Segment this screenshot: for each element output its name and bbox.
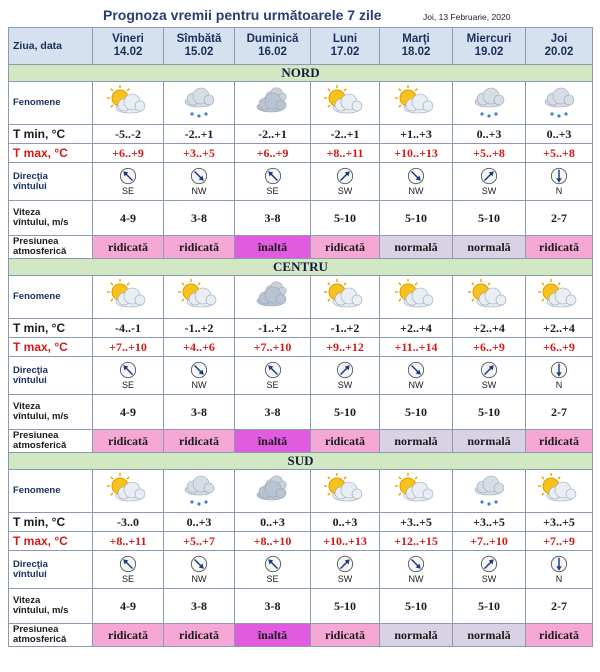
wind-speed-cell: 5-10 <box>453 201 526 236</box>
pressure-cell: ridicată <box>164 624 235 647</box>
tmin-row <box>9 513 593 532</box>
wind-se-icon <box>264 167 282 185</box>
region-row <box>9 453 593 470</box>
weather-cell <box>164 470 235 513</box>
tmin-label: T min, °C <box>9 319 93 338</box>
wind-se-icon <box>119 555 137 573</box>
wind-speed-cell: 3-8 <box>164 201 235 236</box>
weather-label: Fenomene <box>9 82 93 125</box>
tmax-row <box>9 338 593 357</box>
wind-speed-row <box>9 395 593 430</box>
snow-cloud-icon <box>174 473 224 509</box>
wind-nw-icon <box>407 555 425 573</box>
wind-direction-text: N <box>555 574 563 584</box>
wind-speed-label-line: vîntului, m/s <box>13 605 69 616</box>
wind-direction-label-line: Direcţia <box>13 558 48 570</box>
tmax-label: T max, °C <box>9 338 93 357</box>
tmax-cell: +7..+10 <box>453 532 526 551</box>
day-name: Luni <box>332 33 358 45</box>
wind-speed-cell: 5-10 <box>311 201 380 236</box>
tmin-cell: +2..+4 <box>453 319 526 338</box>
pressure-label-line: atmosferică <box>13 440 67 451</box>
weather-row <box>9 276 593 319</box>
pressure-label-line: atmosferică <box>13 634 67 645</box>
tmin-cell: 0..+3 <box>311 513 380 532</box>
wind-sw-icon <box>480 555 498 573</box>
pressure-cell: ridicată <box>311 236 380 259</box>
pressure-cell: normală <box>380 624 453 647</box>
wind-direction-text: NW <box>408 574 424 584</box>
wind-direction-cell <box>164 551 235 589</box>
tmax-cell: +9..+12 <box>311 338 380 357</box>
day-date: 14.02 <box>113 46 143 58</box>
tmin-cell: -1..+2 <box>164 319 235 338</box>
sun-cloud-icon <box>103 473 153 509</box>
weather-cell <box>311 470 380 513</box>
wind-sw-icon <box>336 555 354 573</box>
day-header <box>235 28 311 65</box>
wind-sw-icon <box>336 361 354 379</box>
wind-nw-icon <box>190 555 208 573</box>
wind-speed-cell: 3-8 <box>235 201 311 236</box>
pressure-cell: ridicată <box>311 624 380 647</box>
wind-speed-cell: 4-9 <box>93 395 164 430</box>
wind-direction-cell <box>380 551 453 589</box>
weather-cell <box>526 82 593 125</box>
pressure-cell: ridicată <box>164 236 235 259</box>
wind-direction-text: NW <box>191 186 207 196</box>
wind-direction-text: SW <box>481 380 497 390</box>
tmin-cell: +2..+4 <box>526 319 593 338</box>
tmin-cell: +3..+5 <box>380 513 453 532</box>
tmin-cell: +2..+4 <box>380 319 453 338</box>
wind-direction-cell <box>235 357 311 395</box>
day-date: 18.02 <box>401 46 431 58</box>
tmin-cell: -5..-2 <box>93 125 164 144</box>
wind-se-icon <box>264 361 282 379</box>
snow-cloud-icon <box>464 473 514 509</box>
weather-cell <box>164 82 235 125</box>
header-row <box>9 28 593 65</box>
day-header <box>164 28 235 65</box>
wind-speed-cell: 2-7 <box>526 395 593 430</box>
tmin-cell: +1..+3 <box>380 125 453 144</box>
wind-direction-text: NW <box>191 574 207 584</box>
day-date: 15.02 <box>184 46 214 58</box>
day-header <box>380 28 453 65</box>
pressure-cell: ridicată <box>93 430 164 453</box>
wind-direction-text: NW <box>408 186 424 196</box>
wind-direction-cell <box>164 357 235 395</box>
tmax-cell: +6..+9 <box>93 144 164 163</box>
weather-cell <box>380 470 453 513</box>
weather-row <box>9 470 593 513</box>
day-date: 19.02 <box>474 46 504 58</box>
pressure-label-line: Presiunea <box>13 430 59 441</box>
pressure-cell: înaltă <box>235 624 311 647</box>
wind-direction-cell <box>526 163 593 201</box>
tmax-cell: +10..+13 <box>380 144 453 163</box>
weather-cell <box>164 276 235 319</box>
wind-speed-cell: 5-10 <box>453 589 526 624</box>
day-date: 20.02 <box>544 46 574 58</box>
wind-direction-label-line: vîntului <box>13 180 47 192</box>
day-header <box>453 28 526 65</box>
tmin-cell: 0..+3 <box>164 513 235 532</box>
weather-cell <box>311 82 380 125</box>
wind-direction-cell <box>453 163 526 201</box>
wind-speed-label <box>9 589 93 624</box>
wind-direction-text: SE <box>121 186 134 196</box>
wind-speed-cell: 2-7 <box>526 589 593 624</box>
pressure-cell: normală <box>453 236 526 259</box>
sun-cloud-icon <box>391 279 441 315</box>
weather-cell <box>93 470 164 513</box>
tmax-label: T max, °C <box>9 532 93 551</box>
day-header <box>526 28 593 65</box>
tmin-cell: -3..0 <box>93 513 164 532</box>
weather-label: Fenomene <box>9 470 93 513</box>
tmax-cell: +7..+10 <box>235 338 311 357</box>
pressure-row <box>9 236 593 259</box>
wind-speed-cell: 3-8 <box>235 395 311 430</box>
pressure-label <box>9 236 93 259</box>
weather-cell <box>235 82 311 125</box>
pressure-cell: înaltă <box>235 236 311 259</box>
day-name: Vineri <box>112 33 144 45</box>
wind-direction-label-line: vîntului <box>13 568 47 580</box>
tmax-cell: +4..+6 <box>164 338 235 357</box>
day-date: 16.02 <box>258 46 287 58</box>
wind-direction-cell <box>311 163 380 201</box>
wind-n-icon <box>550 361 568 379</box>
wind-speed-label-line: Viteza <box>13 207 41 218</box>
wind-direction-label-line: Direcţia <box>13 364 48 376</box>
tmax-cell: +7..+9 <box>526 532 593 551</box>
forecast-table <box>8 27 593 647</box>
day-name: Joi <box>550 33 568 45</box>
wind-speed-cell: 5-10 <box>311 395 380 430</box>
weather-cell <box>93 82 164 125</box>
day-header <box>93 28 164 65</box>
tmin-cell: 0..+3 <box>235 513 311 532</box>
wind-speed-cell: 4-9 <box>93 589 164 624</box>
region-title: CENTRU <box>9 259 593 276</box>
wind-n-icon <box>550 555 568 573</box>
wind-se-icon <box>119 361 137 379</box>
weather-cell <box>453 82 526 125</box>
weather-cell <box>235 470 311 513</box>
wind-speed-cell: 5-10 <box>380 395 453 430</box>
tmax-cell: +6..+9 <box>526 338 593 357</box>
day-header <box>311 28 380 65</box>
wind-n-icon <box>550 167 568 185</box>
wind-direction-label-line: Direcţia <box>13 170 48 182</box>
pressure-cell: normală <box>453 624 526 647</box>
pressure-cell: ridicată <box>526 624 593 647</box>
wind-direction-text: N <box>555 380 563 390</box>
wind-sw-icon <box>336 167 354 185</box>
tmin-cell: 0..+3 <box>526 125 593 144</box>
pressure-cell: înaltă <box>235 430 311 453</box>
pressure-row <box>9 624 593 647</box>
wind-direction-cell <box>93 163 164 201</box>
weather-cell <box>235 276 311 319</box>
sun-cloud-icon <box>464 279 514 315</box>
weather-cell <box>380 276 453 319</box>
tmin-cell: +3..+5 <box>453 513 526 532</box>
tmin-cell: -2..+1 <box>164 125 235 144</box>
wind-nw-icon <box>190 361 208 379</box>
tmax-cell: +8..+10 <box>235 532 311 551</box>
sun-cloud-icon <box>174 279 224 315</box>
tmin-label: T min, °C <box>9 125 93 144</box>
wind-speed-label-line: vîntului, m/s <box>13 217 69 228</box>
pressure-cell: ridicată <box>164 430 235 453</box>
sun-cloud-icon <box>103 279 153 315</box>
wind-direction-text: SE <box>121 380 134 390</box>
page-title: Prognoza vremii pentru următoarele 7 zile <box>103 7 382 23</box>
tmax-cell: +7..+10 <box>93 338 164 357</box>
wind-direction-row <box>9 357 593 395</box>
wind-speed-label <box>9 395 93 430</box>
wind-speed-row <box>9 201 593 236</box>
tmin-cell: -4..-1 <box>93 319 164 338</box>
region-title: NORD <box>9 65 593 82</box>
sun-cloud-icon <box>320 473 370 509</box>
snow-cloud-icon <box>174 85 224 121</box>
pressure-label <box>9 624 93 647</box>
tmax-cell: +12..+15 <box>380 532 453 551</box>
sun-cloud-icon <box>391 473 441 509</box>
wind-direction-text: SE <box>266 380 279 390</box>
wind-speed-cell: 3-8 <box>235 589 311 624</box>
wind-se-icon <box>264 555 282 573</box>
tmin-row <box>9 125 593 144</box>
wind-speed-row <box>9 589 593 624</box>
tmin-cell: -1..+2 <box>311 319 380 338</box>
wind-direction-cell <box>164 163 235 201</box>
heavy-cloud-icon <box>248 85 298 121</box>
weather-cell <box>380 82 453 125</box>
tmax-cell: +6..+9 <box>453 338 526 357</box>
sun-cloud-icon <box>320 279 370 315</box>
wind-direction-text: SE <box>266 574 279 584</box>
sun-cloud-icon <box>320 85 370 121</box>
tmin-cell: 0..+3 <box>453 125 526 144</box>
pressure-cell: ridicată <box>311 430 380 453</box>
pressure-row <box>9 430 593 453</box>
tmin-cell: -1..+2 <box>235 319 311 338</box>
sun-cloud-icon <box>534 473 584 509</box>
wind-direction-label <box>9 163 93 201</box>
wind-direction-text: SW <box>337 186 353 196</box>
issue-date: Joi, 13 Februarie, 2020 <box>423 12 511 22</box>
tmax-cell: +8..+11 <box>93 532 164 551</box>
tmin-label: T min, °C <box>9 513 93 532</box>
tmax-row <box>9 144 593 163</box>
tmax-cell: +11..+14 <box>380 338 453 357</box>
tmax-cell: +5..+8 <box>453 144 526 163</box>
sun-cloud-icon <box>103 85 153 121</box>
weather-row <box>9 82 593 125</box>
wind-speed-cell: 5-10 <box>380 589 453 624</box>
pressure-cell: ridicată <box>93 624 164 647</box>
wind-speed-label-line: Viteza <box>13 401 41 412</box>
wind-direction-text: SW <box>337 574 353 584</box>
tmax-cell: +6..+9 <box>235 144 311 163</box>
weather-cell <box>526 276 593 319</box>
wind-nw-icon <box>190 167 208 185</box>
wind-direction-cell <box>93 357 164 395</box>
day-name: Duminică <box>246 33 299 45</box>
day-name: Miercuri <box>466 33 512 45</box>
wind-direction-cell <box>93 551 164 589</box>
wind-direction-cell <box>311 551 380 589</box>
sun-cloud-icon <box>391 85 441 121</box>
pressure-cell: ridicată <box>93 236 164 259</box>
tmin-cell: -2..+1 <box>311 125 380 144</box>
pressure-cell: ridicată <box>526 236 593 259</box>
wind-direction-text: N <box>555 186 563 196</box>
weather-cell <box>453 276 526 319</box>
heavy-cloud-icon <box>248 473 298 509</box>
region-title: SUD <box>9 453 593 470</box>
wind-direction-text: SE <box>121 574 134 584</box>
weather-cell <box>526 470 593 513</box>
tmin-cell: +3..+5 <box>526 513 593 532</box>
weather-cell <box>311 276 380 319</box>
wind-direction-label <box>9 357 93 395</box>
region-row <box>9 259 593 276</box>
wind-direction-label <box>9 551 93 589</box>
tmax-cell: +5..+7 <box>164 532 235 551</box>
tmax-label: T max, °C <box>9 144 93 163</box>
wind-direction-cell <box>526 551 593 589</box>
header-label: Ziua, data <box>9 28 93 65</box>
region-row <box>9 65 593 82</box>
wind-speed-cell: 5-10 <box>380 201 453 236</box>
wind-direction-row <box>9 163 593 201</box>
wind-direction-text: SW <box>337 380 353 390</box>
tmax-cell: +8..+11 <box>311 144 380 163</box>
wind-direction-row <box>9 551 593 589</box>
wind-direction-cell <box>380 357 453 395</box>
wind-direction-cell <box>453 357 526 395</box>
wind-speed-cell: 3-8 <box>164 589 235 624</box>
day-name: Marţi <box>402 33 430 45</box>
tmin-cell: -2..+1 <box>235 125 311 144</box>
wind-direction-label-line: vîntului <box>13 374 47 386</box>
weather-cell <box>93 276 164 319</box>
wind-speed-cell: 5-10 <box>311 589 380 624</box>
wind-direction-text: SE <box>266 186 279 196</box>
pressure-cell: normală <box>453 430 526 453</box>
wind-direction-text: SW <box>481 186 497 196</box>
tmax-cell: +3..+5 <box>164 144 235 163</box>
wind-speed-cell: 3-8 <box>164 395 235 430</box>
sun-cloud-icon <box>534 279 584 315</box>
tmax-cell: +5..+8 <box>526 144 593 163</box>
pressure-cell: normală <box>380 236 453 259</box>
wind-nw-icon <box>407 361 425 379</box>
weather-label: Fenomene <box>9 276 93 319</box>
wind-speed-cell: 2-7 <box>526 201 593 236</box>
wind-speed-cell: 5-10 <box>453 395 526 430</box>
weather-cell <box>453 470 526 513</box>
tmax-row <box>9 532 593 551</box>
wind-direction-text: SW <box>481 574 497 584</box>
day-name: Sîmbătă <box>176 33 222 45</box>
tmax-cell: +10..+13 <box>311 532 380 551</box>
tmin-row <box>9 319 593 338</box>
wind-speed-cell: 4-9 <box>93 201 164 236</box>
pressure-label <box>9 430 93 453</box>
pressure-cell: normală <box>380 430 453 453</box>
day-date: 17.02 <box>330 46 360 58</box>
wind-se-icon <box>119 167 137 185</box>
pressure-cell: ridicată <box>526 430 593 453</box>
wind-direction-cell <box>235 551 311 589</box>
snow-cloud-icon <box>464 85 514 121</box>
wind-sw-icon <box>480 167 498 185</box>
wind-sw-icon <box>480 361 498 379</box>
pressure-label-line: atmosferică <box>13 246 67 257</box>
wind-direction-text: NW <box>191 380 207 390</box>
wind-direction-text: NW <box>408 380 424 390</box>
pressure-label-line: Presiunea <box>13 624 59 635</box>
pressure-label-line: Presiunea <box>13 236 59 247</box>
wind-direction-cell <box>526 357 593 395</box>
wind-direction-cell <box>311 357 380 395</box>
wind-direction-cell <box>235 163 311 201</box>
heavy-cloud-icon <box>248 279 298 315</box>
wind-direction-cell <box>453 551 526 589</box>
wind-speed-label-line: Viteza <box>13 595 41 606</box>
wind-nw-icon <box>407 167 425 185</box>
snow-cloud-icon <box>534 85 584 121</box>
wind-speed-label <box>9 201 93 236</box>
wind-direction-cell <box>380 163 453 201</box>
wind-speed-label-line: vîntului, m/s <box>13 411 69 422</box>
